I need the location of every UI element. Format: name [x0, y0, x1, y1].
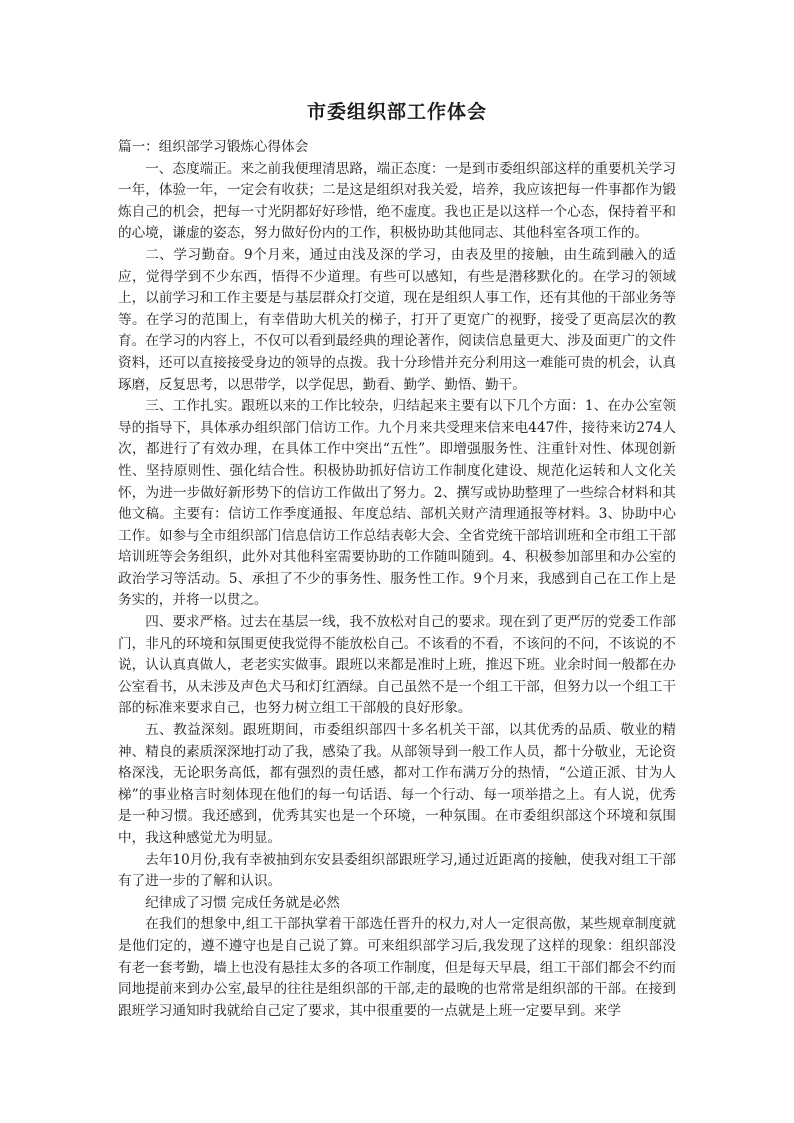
paragraph-imagination: 在我们的想象中,组工干部执掌着干部选任晋升的权力,对人一定很高傲，某些规章制度就是他们定的，遵不遵守也是自己说了算。可来组织部学习后,我发现了这样的现象：组织部没有老一套考勤，墙上也没有悬挂太多的各项工作制度，但是每天早晨，组工干部们都会不约而同地提前来到办公室,最早的往往是组织部的干部,走的最晚的也常常是组织部的干部。在接到跟班学习通知时我就给自己定了要求，其中很重要的一点就是上班一定要早到。来学	[118, 916, 676, 1019]
paragraph-work: 三、工作扎实。跟班以来的工作比较杂，归结起来主要有以下几个方面：1、在办公室领导的指导下，具体承办组织部门信访工作。九个月来共受理来信来电447件，接待来访274人次，都进行了有效办理，在具体工作中突出“五性”。即增强服务性、注重针对性、体现创新性、坚持原则性、强化结合性。积极协助抓好信访工作制度化建设、规范化运转和人文化关怀，为进一步做好新形势下的信访工作做出了努力。2、撰写或协助整理了一些综合材料和其他文稿。主要有：信访工作季度通报、年度总结、部机关财产清理通报等材料。3、协助中心工作。如参与全市组织部门信息信访工作总结表彰大会、全省党统干部培训班和全市组工干部培训班等会务组织，此外对其他科室需要协助的工作随叫随到。4、积极参加部里和办公室的政治学习等活动。5、承担了不少的事务性、服务性工作。9个月来，我感到自己在工作上是务实的，并将一以贯之。	[118, 398, 676, 609]
paragraph-lessons: 五、教益深刻。跟班期间，市委组织部四十多名机关干部，以其优秀的品质、敬业的精神、精良的素质深深地打动了我，感染了我。从部领导到一般工作人员，都十分敬业，无论资格深浅，无论职务高低，都有强烈的责任感，都对工作布满万分的热情，“公道正派、甘为人梯”的事业格言时刻体现在他们的每一句话语、每一个行动、每一项举措之上。有人说，优秀是一种习惯。我还感到，优秀其实也是一个环境，一种氛围。在市委组织部这个环境和氛围中，我这种感觉尤为明显。	[118, 722, 676, 846]
document-title: 市委组织部工作体会	[306, 101, 487, 123]
paragraph-attitude: 一、态度端正。来之前我便理清思路，端正态度：一是到市委组织部这样的重要机关学习一年，体验一年，一定会有收获；二是这是组织对我关爱，培养，我应该把每一件事都作为锻炼自己的机会，把每一寸光阴都好好珍惜，绝不虚度。我也正是以这样一个心态，保持着平和的心境，谦虚的姿态，努力做好份内的工作，积极协助其他同志、其他科室各项工作的。	[118, 160, 676, 242]
section-heading: 篇一：组织部学习锻炼心得体会	[118, 139, 309, 155]
paragraph-last-october: 去年10月份,我有幸被抽到东安县委组织部跟班学习,通过近距离的接触，使我对组工干部有了进一步的了解和认识。	[118, 851, 676, 890]
subheading-discipline: 纪律成了习惯 完成任务就是必然	[145, 894, 340, 911]
paragraph-requirements: 四、要求严格。过去在基层一线，我不放松对自己的要求。现在到了更严厉的党委工作部门，非凡的环境和氛围更使我觉得不能放松自己。不该看的不看，不该问的不问，不该说的不说，认认真真做人，老老实实做事。跟班以来都是准时上班，推迟下班。业余时间一般都在办公室看书，从未涉及声色犬马和灯红酒绿。自己虽然不是一个组工干部，但努力以一个组工干部的标准来要求自己，也努力树立组工干部般的良好形象。	[118, 614, 676, 717]
document-page	[118, 100, 676, 1022]
paragraph-study: 二、学习勤奋。9个月来，通过由浅及深的学习，由表及里的接触，由生疏到融入的适应，觉得学到不少东西，悟得不少道理。有些可以感知，有些是潜移默化的。在学习的领域上，以前学习和工作主要是与基层群众打交道，现在是组织人事工作，还有其他的干部业务等等。在学习的范围上，有幸借助大机关的梯子，打开了更宽广的视野，接受了更高层次的教育。在学习的内容上，不仅可以看到最经典的理论著作，阅读信息量更大、涉及面更广的文件资料，还可以直接接受身边的领导的点拨。我十分珍惜并充分利用这一难能可贵的机会，认真琢磨，反复思考，以思带学，以学促思，勤看、勤学、勤悟、勤干。	[118, 246, 676, 393]
